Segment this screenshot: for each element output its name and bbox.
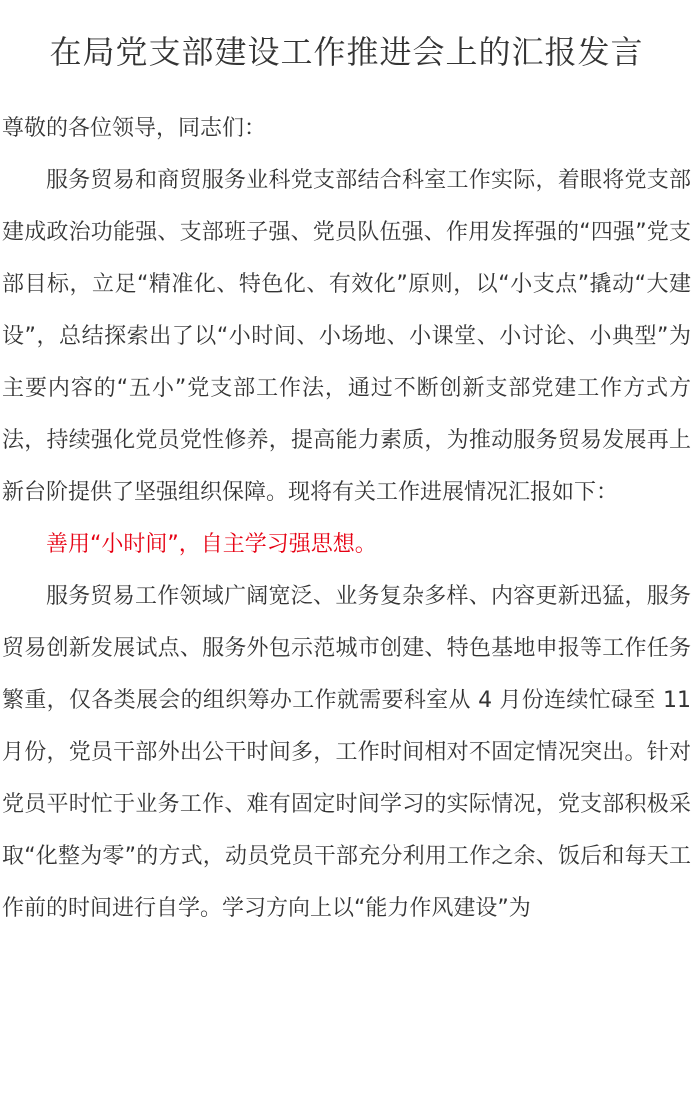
document-title: 在局党支部建设工作推进会上的汇报发言 bbox=[49, 33, 644, 71]
greeting: 尊敬的各位领导，同志们： bbox=[2, 116, 267, 141]
document-body bbox=[0, 103, 693, 935]
paragraph: 服务贸易工作领域广阔宽泛、业务复杂多样、内容更新迅猛，服务贸易创新发展试点、服务外包示范城市创建、特色基地申报等工作任务繁重，仅各类展会的组织筹办工作就需要科室从 4 月份连续忙碌至 11 月份，党员干部外出公干时间多，工作时间相对不固定情况突出。针对党员平时忙于业务工作、难有固定时间学习的实际情况，党支部积极采取“化整为零”的方式，动员党员干部充分利用工作之余、饭后和每天工作前的时间进行自学。学习方向上以“能力作风建设”为 bbox=[2, 584, 691, 921]
section-heading: 善用“小时间”，自主学习强思想。 bbox=[46, 532, 377, 557]
paragraph: 服务贸易和商贸服务业科党支部结合科室工作实际，着眼将党支部建成政治功能强、支部班子强、党员队伍强、作用发挥强的“四强”党支部目标，立足“精准化、特色化、有效化”原则，以“小支点”撬动“大建设”，总结探索出了以“小时间、小场地、小课堂、小讨论、小典型”为主要内容的“五小”党支部工作法，通过不断创新支部党建工作方式方法，持续强化党员党性修养，提高能力素质，为推动服务贸易发展再上新台阶提供了坚强组织保障。现将有关工作进展情况汇报如下： bbox=[2, 168, 691, 505]
